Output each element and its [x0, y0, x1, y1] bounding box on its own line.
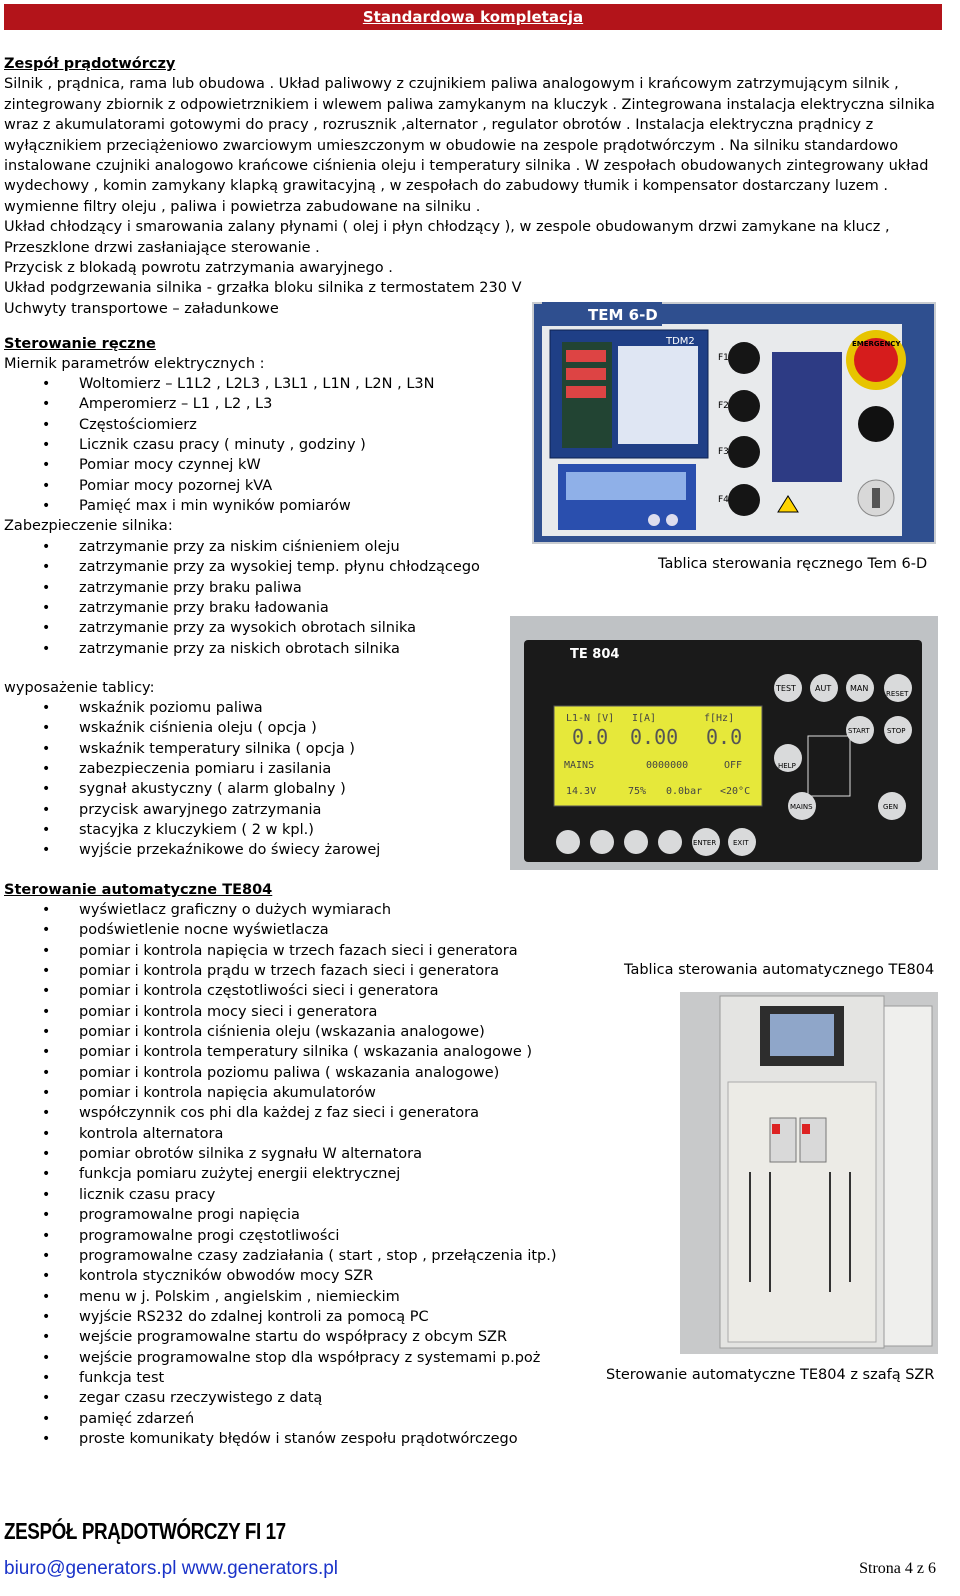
fuse-label: F2 — [718, 401, 729, 411]
lcd-value: 0.0 — [572, 725, 609, 749]
list-item: • Pomiar mocy czynnej kW — [4, 455, 434, 475]
footer-links[interactable]: biuro@generators.pl www.generators.pl — [4, 1558, 339, 1579]
button-label: RESET — [886, 690, 909, 698]
list-item: • wyświetlacz graficzny o dużych wymiarach — [4, 900, 557, 920]
list-item: • Amperomierz – L1 , L2 , L3 — [4, 394, 434, 414]
lcd-row3: <20°C — [720, 786, 751, 797]
szr-caption: Sterowanie automatyczne TE804 z szafą SZR — [606, 1367, 935, 1383]
zespol-line: Silnik , prądnica, rama lub obudowa . Układ paliwowy z czujnikiem paliwa analogowym i krańcowym zatrzymującym silnik , — [4, 76, 899, 93]
zespol-heading: Zespół prądotwórczy — [4, 56, 176, 72]
list-item: • sygnał akustyczny ( alarm globalny ) — [4, 779, 380, 799]
list-item: • zatrzymanie przy za niskich obrotach silnika — [4, 639, 480, 659]
list-item: • pamięć zdarzeń — [4, 1409, 557, 1429]
lcd-row3: 14.3V — [566, 786, 597, 797]
list-item: • funkcja pomiaru zużytej energii elektrycznej — [4, 1164, 557, 1184]
miernik-label: Miernik parametrów elektrycznych : — [4, 356, 265, 373]
fuse-label: F4 — [718, 495, 729, 505]
list-item: • Licznik czasu pracy ( minuty , godziny ) — [4, 435, 434, 455]
button-label: TEST — [776, 684, 796, 693]
list-item: • zatrzymanie przy za wysokiej temp. płynu chłodzącego — [4, 557, 480, 577]
zespol-line: Układ podgrzewania silnika - grzałka bloku silnika z termostatem 230 V — [4, 280, 522, 297]
list-item: • wejście programowalne startu do współpracy z obcym SZR — [4, 1327, 557, 1347]
button-label: START — [848, 727, 870, 735]
list-item: • pomiar i kontrola napięcia akumulatorów — [4, 1083, 557, 1103]
button-label: AUT — [815, 684, 832, 693]
button-label: ENTER — [693, 839, 717, 847]
zespol-line: wyłącznikiem przeciążeniowo zwarciowym umieszczonym w obudowie na zespole prądotwórczym . Na silniku standardowo — [4, 137, 899, 154]
wypos-list — [4, 698, 380, 861]
list-item: • wskaźnik poziomu paliwa — [4, 698, 380, 718]
list-item: • wskaźnik temperatury silnika ( opcja ) — [4, 739, 380, 759]
zabezp-list — [4, 537, 480, 659]
zespol-line: zintegrowany zbiornik z odpowietrznikiem i wlewem paliwa zamykanym na kluczyk . Zintegrowana instalacja elektryczna silnika — [4, 96, 935, 113]
auto-list — [4, 900, 557, 1449]
list-item: • wejście programowalne stop dla współpracy z systemami p.poż — [4, 1348, 557, 1368]
button-label: GEN — [883, 803, 899, 811]
list-item: • zatrzymanie przy braku ładowania — [4, 598, 480, 618]
list-item: • kontrola styczników obwodów mocy SZR — [4, 1266, 557, 1286]
button-label: EXIT — [733, 839, 749, 847]
lcd-value: 0.00 — [630, 725, 679, 749]
te804-caption: Tablica sterowania automatycznego TE804 — [624, 962, 935, 978]
button-label: STOP — [887, 727, 906, 735]
button-label: MAN — [850, 684, 869, 693]
zespol-line: wydechowy , komin zamykany klapką grawitacyjną , w zespołach do zabudowy tłumik i kompensator dostarczany luzem . — [4, 178, 889, 195]
list-item: • zatrzymanie przy za niskim ciśnieniem oleju — [4, 537, 480, 557]
list-item: • pomiar i kontrola mocy sieci i generatora — [4, 1002, 557, 1022]
lcd-row3: 0.0bar — [666, 786, 703, 797]
wypos-label: wyposażenie tablicy: — [4, 680, 155, 696]
list-item: • pomiar i kontrola napięcia w trzech fazach sieci i generatora — [4, 941, 557, 961]
list-item: • przycisk awaryjnego zatrzymania — [4, 800, 380, 820]
reczne-heading-block — [4, 334, 265, 375]
list-item: • programowalne czasy zadziałania ( start , stop , przełączenia itp.) — [4, 1246, 557, 1266]
zespol-section — [4, 54, 935, 319]
tem6d-panel-image — [532, 302, 936, 544]
zespol-line: Przycisk z blokadą powrotu zatrzymania awaryjnego . — [4, 260, 393, 277]
zespol-line: instalowane czujniki analogowo krańcowe ciśnienia oleju i temperatury silnika . W zespołach obudowanych zintegrowany układ — [4, 158, 929, 175]
lcd-header: I[A] — [632, 713, 657, 724]
tdm2-label: TDM2 — [666, 336, 695, 347]
list-item: • wyjście przekaźnikowe do świecy żarowej — [4, 840, 380, 860]
lcd-row2: 0000000 — [646, 760, 689, 771]
list-item: • zegar czasu rzeczywistego z datą — [4, 1388, 557, 1408]
section-banner: Standardowa kompletacja — [4, 4, 942, 30]
list-item: • zatrzymanie przy braku paliwa — [4, 578, 480, 598]
lcd-row3: 75% — [628, 786, 647, 797]
auto-heading: Sterowanie automatyczne TE804 — [4, 882, 273, 898]
list-item: • funkcja test — [4, 1368, 557, 1388]
footer-title: ZESPÓŁ PRĄDOTWÓRCZY FI 17 — [4, 1518, 286, 1544]
szr-cabinet-image — [680, 992, 938, 1354]
list-item: • wyjście RS232 do zdalnej kontroli za pomocą PC — [4, 1307, 557, 1327]
list-item: • pomiar obrotów silnika z sygnału W alternatora — [4, 1144, 557, 1164]
lcd-row2: OFF — [724, 760, 743, 771]
lcd-header: L1-N [V] — [566, 713, 615, 724]
list-item: • pomiar i kontrola częstotliwości sieci i generatora — [4, 981, 557, 1001]
zabezp-label: Zabezpieczenie silnika: — [4, 518, 173, 534]
button-label: HELP — [778, 762, 796, 770]
zespol-line: Układ chłodzący i smarowania zalany płynami ( olej i płyn chłodzący ), w zespole obudowanym drzwi zamykane na klucz , — [4, 219, 890, 236]
list-item: • pomiar i kontrola prądu w trzech fazach sieci i generatora — [4, 961, 557, 981]
list-item: • Woltomierz – L1L2 , L2L3 , L3L1 , L1N , L2N , L3N — [4, 374, 434, 394]
list-item: • zatrzymanie przy za wysokich obrotach silnika — [4, 618, 480, 638]
zespol-line: wraz z akumulatorami gotowymi do pracy , rozrusznik ,alternator , regulator obrotów . Instalacja elektryczna prądnicy z — [4, 117, 874, 134]
tem6d-model-label: TEM 6-D — [588, 306, 658, 324]
list-item: • licznik czasu pracy — [4, 1185, 557, 1205]
page-number: Strona 4 z 6 — [859, 1560, 936, 1577]
lcd-row2: MAINS — [564, 760, 595, 771]
list-item: • menu w j. Polskim , angielskim , niemieckim — [4, 1287, 557, 1307]
list-item: • pomiar i kontrola ciśnienia oleju (wskazania analogowe) — [4, 1022, 557, 1042]
list-item: • Pamięć max i min wyników pomiarów — [4, 496, 434, 516]
lcd-value: 0.0 — [706, 725, 743, 749]
list-item: • proste komunikaty błędów i stanów zespołu prądotwórczego — [4, 1429, 557, 1449]
lcd-header: f[Hz] — [704, 713, 735, 724]
list-item: • wskaźnik ciśnienia oleju ( opcja ) — [4, 718, 380, 738]
list-item: • Częstościomierz — [4, 415, 434, 435]
list-item: • programowalne progi częstotliwości — [4, 1226, 557, 1246]
list-item: • stacyjka z kluczykiem ( 2 w kpl.) — [4, 820, 380, 840]
reczne-heading: Sterowanie ręczne — [4, 336, 156, 352]
fuse-label: F1 — [718, 353, 729, 363]
fuse-label: F3 — [718, 447, 729, 457]
emergency-label: EMERGENCY — [852, 340, 901, 348]
zespol-line: Przeszklone drzwi zasłaniające sterowanie . — [4, 239, 320, 256]
list-item: • kontrola alternatora — [4, 1124, 557, 1144]
tem6d-caption: Tablica sterowania ręcznego Tem 6-D — [658, 556, 928, 572]
list-item: • programowalne progi napięcia — [4, 1205, 557, 1225]
list-item: • pomiar i kontrola poziomu paliwa ( wskazania analogowe) — [4, 1063, 557, 1083]
zespol-line: Uchwyty transportowe – załadunkowe — [4, 300, 279, 317]
list-item: • pomiar i kontrola temperatury silnika ( wskazania analogowe ) — [4, 1042, 557, 1062]
te804-model-label: TE 804 — [570, 647, 620, 662]
zespol-line: wymienne filtry oleju , paliwa i powietrza zabudowane na silniku . — [4, 198, 481, 215]
te804-panel-image — [510, 616, 938, 870]
miernik-list — [4, 374, 434, 516]
list-item: • współczynnik cos phi dla każdej z faz sieci i generatora — [4, 1103, 557, 1123]
button-label: MAINS — [790, 803, 813, 811]
list-item: • zabezpieczenia pomiaru i zasilania — [4, 759, 380, 779]
list-item: • podświetlenie nocne wyświetlacza — [4, 920, 557, 940]
list-item: • Pomiar mocy pozornej kVA — [4, 476, 434, 496]
